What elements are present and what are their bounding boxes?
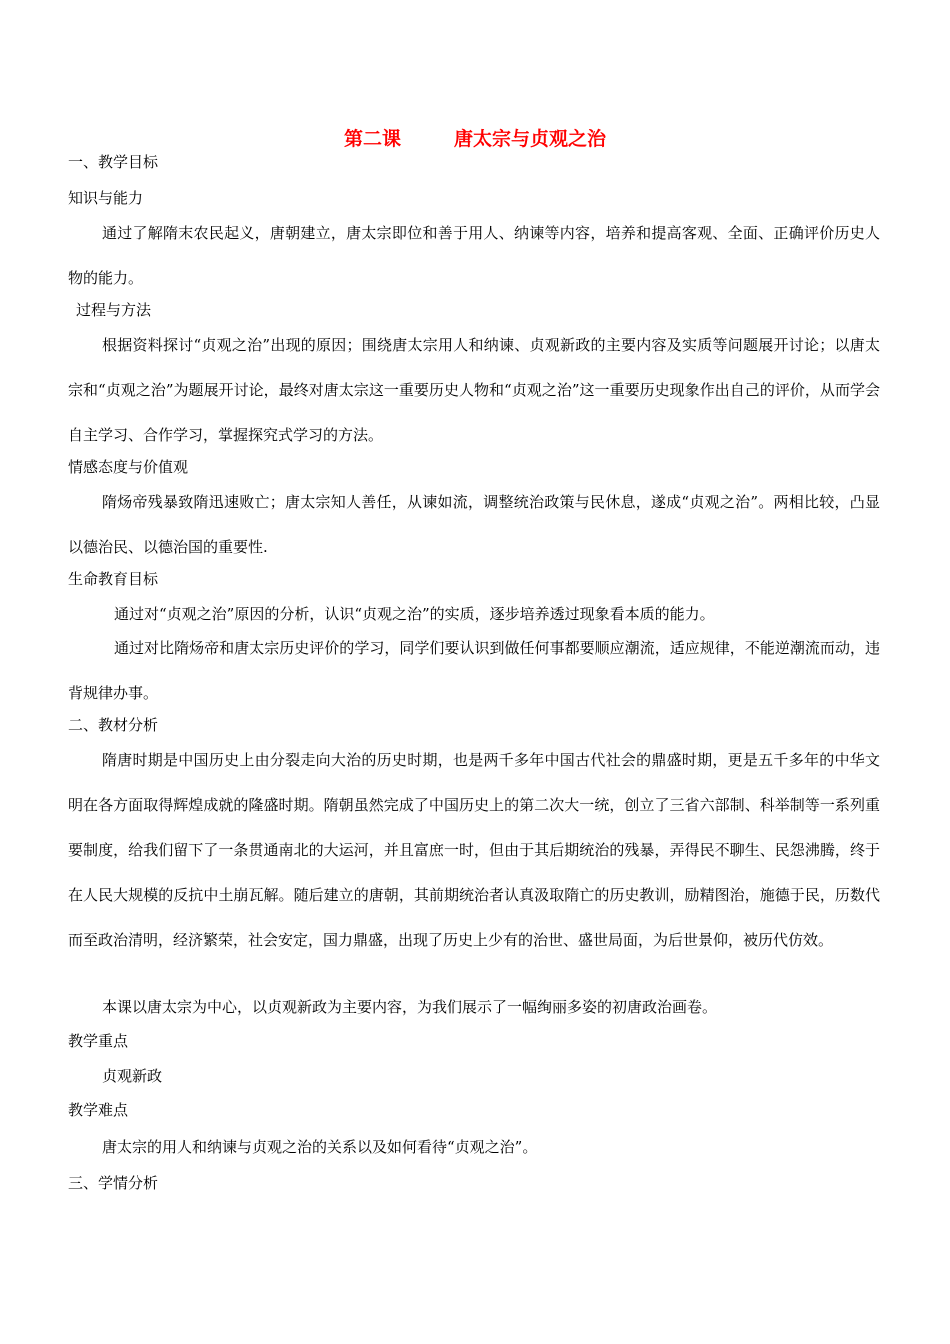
- lesson-title: 第二课 唐太宗与贞观之治: [344, 128, 606, 150]
- paragraph-knowledge-ability: 通过了解隋末农民起义，唐朝建立，唐太宗即位和善于用人、纳谏等内容，培养和提高客观、全面、正确评价历史人物的能力。: [68, 224, 880, 287]
- difficulties-text: 唐太宗的用人和纳谏与贞观之治的关系以及如何看待“贞观之治”。: [102, 1138, 538, 1156]
- paragraph-material-analysis-1: 隋唐时期是中国历史上由分裂走向大治的历史时期，也是两千多年中国古代社会的鼎盛时期，更是五千多年的中华文明在各方面取得辉煌成就的隆盛时期。隋朝虽然完成了中国历史上的第二次大一统，创立了三省六部制、科举制等一系列重要制度，给我们留下了一条贯通南北的大运河，并且富庶一时，但由于其后期统治的残暴，弄得民不聊生、民怨沸腾，终于在人民大规模的反抗中土崩瓦解。随后建立的唐朝，其前期统治者认真汲取隋亡的历史教训，励精图治，施德于民，历数代而至政治清明，经济繁荣，社会安定，国力鼎盛，出现了历史上少有的治世、盛世局面，为后世景仰，被历代仿效。: [68, 751, 880, 949]
- paragraph-material-analysis-2: 本课以唐太宗为中心，以贞观新政为主要内容，为我们展示了一幅绚丽多姿的初唐政治画卷。: [102, 998, 718, 1016]
- key-points-text: 贞观新政: [102, 1067, 163, 1085]
- subheading-life-education: 生命教育目标: [68, 570, 159, 588]
- paragraph-life-education-1: 通过对“贞观之治”原因的分析，认识“贞观之治”的实质，逐步培养透过现象看本质的能力。: [114, 605, 715, 623]
- paragraph-emotion-values: 隋炀帝残暴致隋迅速败亡；唐太宗知人善任，从谏如流，调整统治政策与民休息，遂成“贞观之治”。两相比较，凸显以德治民、以德治国的重要性.: [68, 493, 880, 556]
- subheading-difficulties: 教学难点: [68, 1101, 129, 1119]
- section-heading-learner-analysis: 三、学情分析: [68, 1174, 159, 1192]
- section-heading-teaching-goals: 一、教学目标: [68, 153, 159, 171]
- paragraph-process-method: 根据资料探讨“贞观之治”出现的原因；围绕唐太宗用人和纳谏、贞观新政的主要内容及实质等问题展开讨论；以唐太宗和“贞观之治”为题展开讨论，最终对唐太宗这一重要历史人物和“贞观之治”这一重要历史现象作出自己的评价，从而学会自主学习、合作学习，掌握探究式学习的方法。: [68, 336, 880, 444]
- subheading-process-method: 过程与方法: [76, 301, 152, 319]
- paragraph-life-education-2: 通过对比隋炀帝和唐太宗历史评价的学习，同学们要认识到做任何事都要顺应潮流，适应规律，不能逆潮流而动，违背规律办事。: [68, 639, 880, 702]
- section-heading-material-analysis: 二、教材分析: [68, 716, 159, 734]
- subheading-key-points: 教学重点: [68, 1032, 129, 1050]
- subheading-knowledge-ability: 知识与能力: [68, 189, 144, 207]
- subheading-emotion-values: 情感态度与价值观: [68, 458, 189, 476]
